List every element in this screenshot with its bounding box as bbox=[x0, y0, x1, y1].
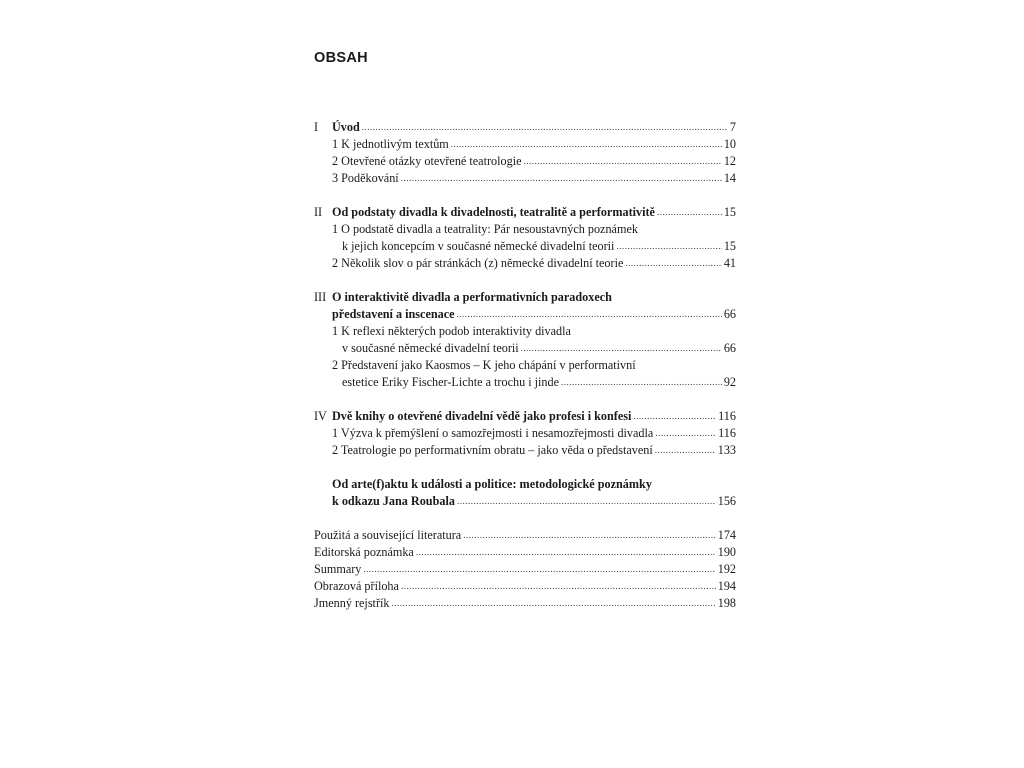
toc-subentry-continuation bbox=[314, 374, 736, 391]
dot-leader bbox=[457, 492, 716, 510]
chapter-title: Od arte(f)aktu k události a politice: metodologické poznámky bbox=[332, 477, 652, 491]
subentry-title: 2 Představení jako Kaosmos – K jeho chápání v performativní bbox=[332, 358, 636, 372]
page-number: 66 bbox=[723, 307, 736, 321]
chapter-title: Od podstaty divadla k divadelnosti, teatralitě a performativitě bbox=[332, 205, 655, 219]
page-number: 41 bbox=[723, 256, 736, 270]
dot-leader bbox=[633, 407, 716, 425]
page-number: 174 bbox=[717, 528, 736, 542]
toc-subentry bbox=[314, 442, 736, 459]
toc-subentry bbox=[314, 255, 736, 272]
chapter-title: Úvod bbox=[332, 120, 360, 134]
toc-subentry bbox=[314, 323, 736, 340]
toc-backmatter-entry bbox=[314, 561, 736, 578]
page-number: 133 bbox=[717, 443, 736, 457]
toc-chapter-4 bbox=[314, 408, 736, 425]
toc-chapter-1 bbox=[314, 119, 736, 136]
subentry-title: k jejich koncepcím v současné německé divadelní teorii bbox=[342, 239, 615, 253]
toc-chapter-3-continuation bbox=[314, 306, 736, 323]
backmatter-title: Summary bbox=[314, 562, 362, 576]
dot-leader bbox=[524, 152, 722, 170]
page-number: 15 bbox=[723, 239, 736, 253]
dot-leader bbox=[363, 560, 715, 578]
dot-leader bbox=[657, 203, 722, 221]
dot-leader bbox=[391, 594, 715, 612]
dot-leader bbox=[401, 169, 722, 187]
page-number: 10 bbox=[723, 137, 736, 151]
subentry-title: 2 Teatrologie po performativním obratu – jako věda o představení bbox=[332, 443, 653, 457]
dot-leader bbox=[416, 543, 716, 561]
page-number: 156 bbox=[717, 494, 736, 508]
backmatter-title: Použitá a související literatura bbox=[314, 528, 462, 542]
backmatter-title: Editorská poznámka bbox=[314, 545, 414, 559]
toc-subentry bbox=[314, 221, 736, 238]
dot-leader bbox=[451, 135, 722, 153]
page-number: 12 bbox=[723, 154, 736, 168]
subentry-title: 1 K jednotlivým textům bbox=[332, 137, 449, 151]
toc-backmatter-entry bbox=[314, 595, 736, 612]
chapter-title: k odkazu Jana Roubala bbox=[332, 494, 455, 508]
table-of-contents bbox=[314, 119, 736, 612]
dot-leader bbox=[362, 118, 728, 136]
dot-leader bbox=[561, 373, 722, 391]
dot-leader bbox=[625, 254, 721, 272]
chapter-number: III bbox=[314, 290, 327, 304]
page-number: 192 bbox=[717, 562, 736, 576]
chapter-title: Dvě knihy o otevřené divadelní vědě jako profesi i konfesi bbox=[332, 409, 632, 423]
page-number: 116 bbox=[718, 426, 736, 440]
dot-leader bbox=[655, 441, 716, 459]
subentry-title: 3 Poděkování bbox=[332, 171, 399, 185]
toc-subentry bbox=[314, 153, 736, 170]
page-number: 66 bbox=[723, 341, 736, 355]
subentry-title: 1 K reflexi některých podob interaktivity divadla bbox=[332, 324, 571, 338]
page-number: 14 bbox=[723, 171, 736, 185]
page-number: 92 bbox=[723, 375, 736, 389]
dot-leader bbox=[401, 577, 716, 595]
subentry-title: v současné německé divadelní teorii bbox=[342, 341, 519, 355]
dot-leader bbox=[521, 339, 722, 357]
dot-leader bbox=[655, 424, 716, 442]
toc-subentry-continuation bbox=[314, 238, 736, 255]
toc-subentry bbox=[314, 425, 736, 442]
toc-backmatter-entry bbox=[314, 544, 736, 561]
subentry-title: 1 Výzva k přemýšlení o samozřejmosti i nesamozřejmosti divadla bbox=[332, 426, 654, 440]
toc-chapter-5-continuation bbox=[314, 493, 736, 510]
toc-backmatter-entry bbox=[314, 578, 736, 595]
toc-subentry bbox=[314, 357, 736, 374]
chapter-number: II bbox=[314, 205, 323, 219]
toc-subentry bbox=[314, 136, 736, 153]
toc-chapter-5 bbox=[314, 476, 736, 493]
toc-subentry-continuation bbox=[314, 340, 736, 357]
backmatter-title: Obrazová příloha bbox=[314, 579, 399, 593]
chapter-title: představení a inscenace bbox=[332, 307, 455, 321]
dot-leader bbox=[616, 237, 721, 255]
dot-leader bbox=[463, 526, 715, 544]
page-number: 190 bbox=[717, 545, 736, 559]
toc-chapter-3 bbox=[314, 289, 736, 306]
backmatter-title: Jmenný rejstřík bbox=[314, 596, 390, 610]
dot-leader bbox=[457, 305, 722, 323]
subentry-title: estetice Eriky Fischer-Lichte a trochu i jinde bbox=[342, 375, 560, 389]
page-number: 194 bbox=[717, 579, 736, 593]
subentry-title: 2 Otevřené otázky otevřené teatrologie bbox=[332, 154, 522, 168]
page-number: 15 bbox=[723, 205, 736, 219]
page-number: 198 bbox=[717, 596, 736, 610]
subentry-title: 1 O podstatě divadla a teatrality: Pár nesoustavných poznámek bbox=[332, 222, 638, 236]
toc-chapter-2 bbox=[314, 204, 736, 221]
toc-backmatter-entry bbox=[314, 527, 736, 544]
page-number: 7 bbox=[729, 120, 736, 134]
toc-subentry bbox=[314, 170, 736, 187]
chapter-number: IV bbox=[314, 409, 327, 423]
subentry-title: 2 Několik slov o pár stránkách (z) německé divadelní teorie bbox=[332, 256, 624, 270]
chapter-number: I bbox=[314, 120, 319, 134]
page-number: 116 bbox=[718, 409, 736, 423]
chapter-title: O interaktivitě divadla a performativních paradoxech bbox=[332, 290, 612, 304]
page-title: OBSAH bbox=[314, 50, 368, 66]
